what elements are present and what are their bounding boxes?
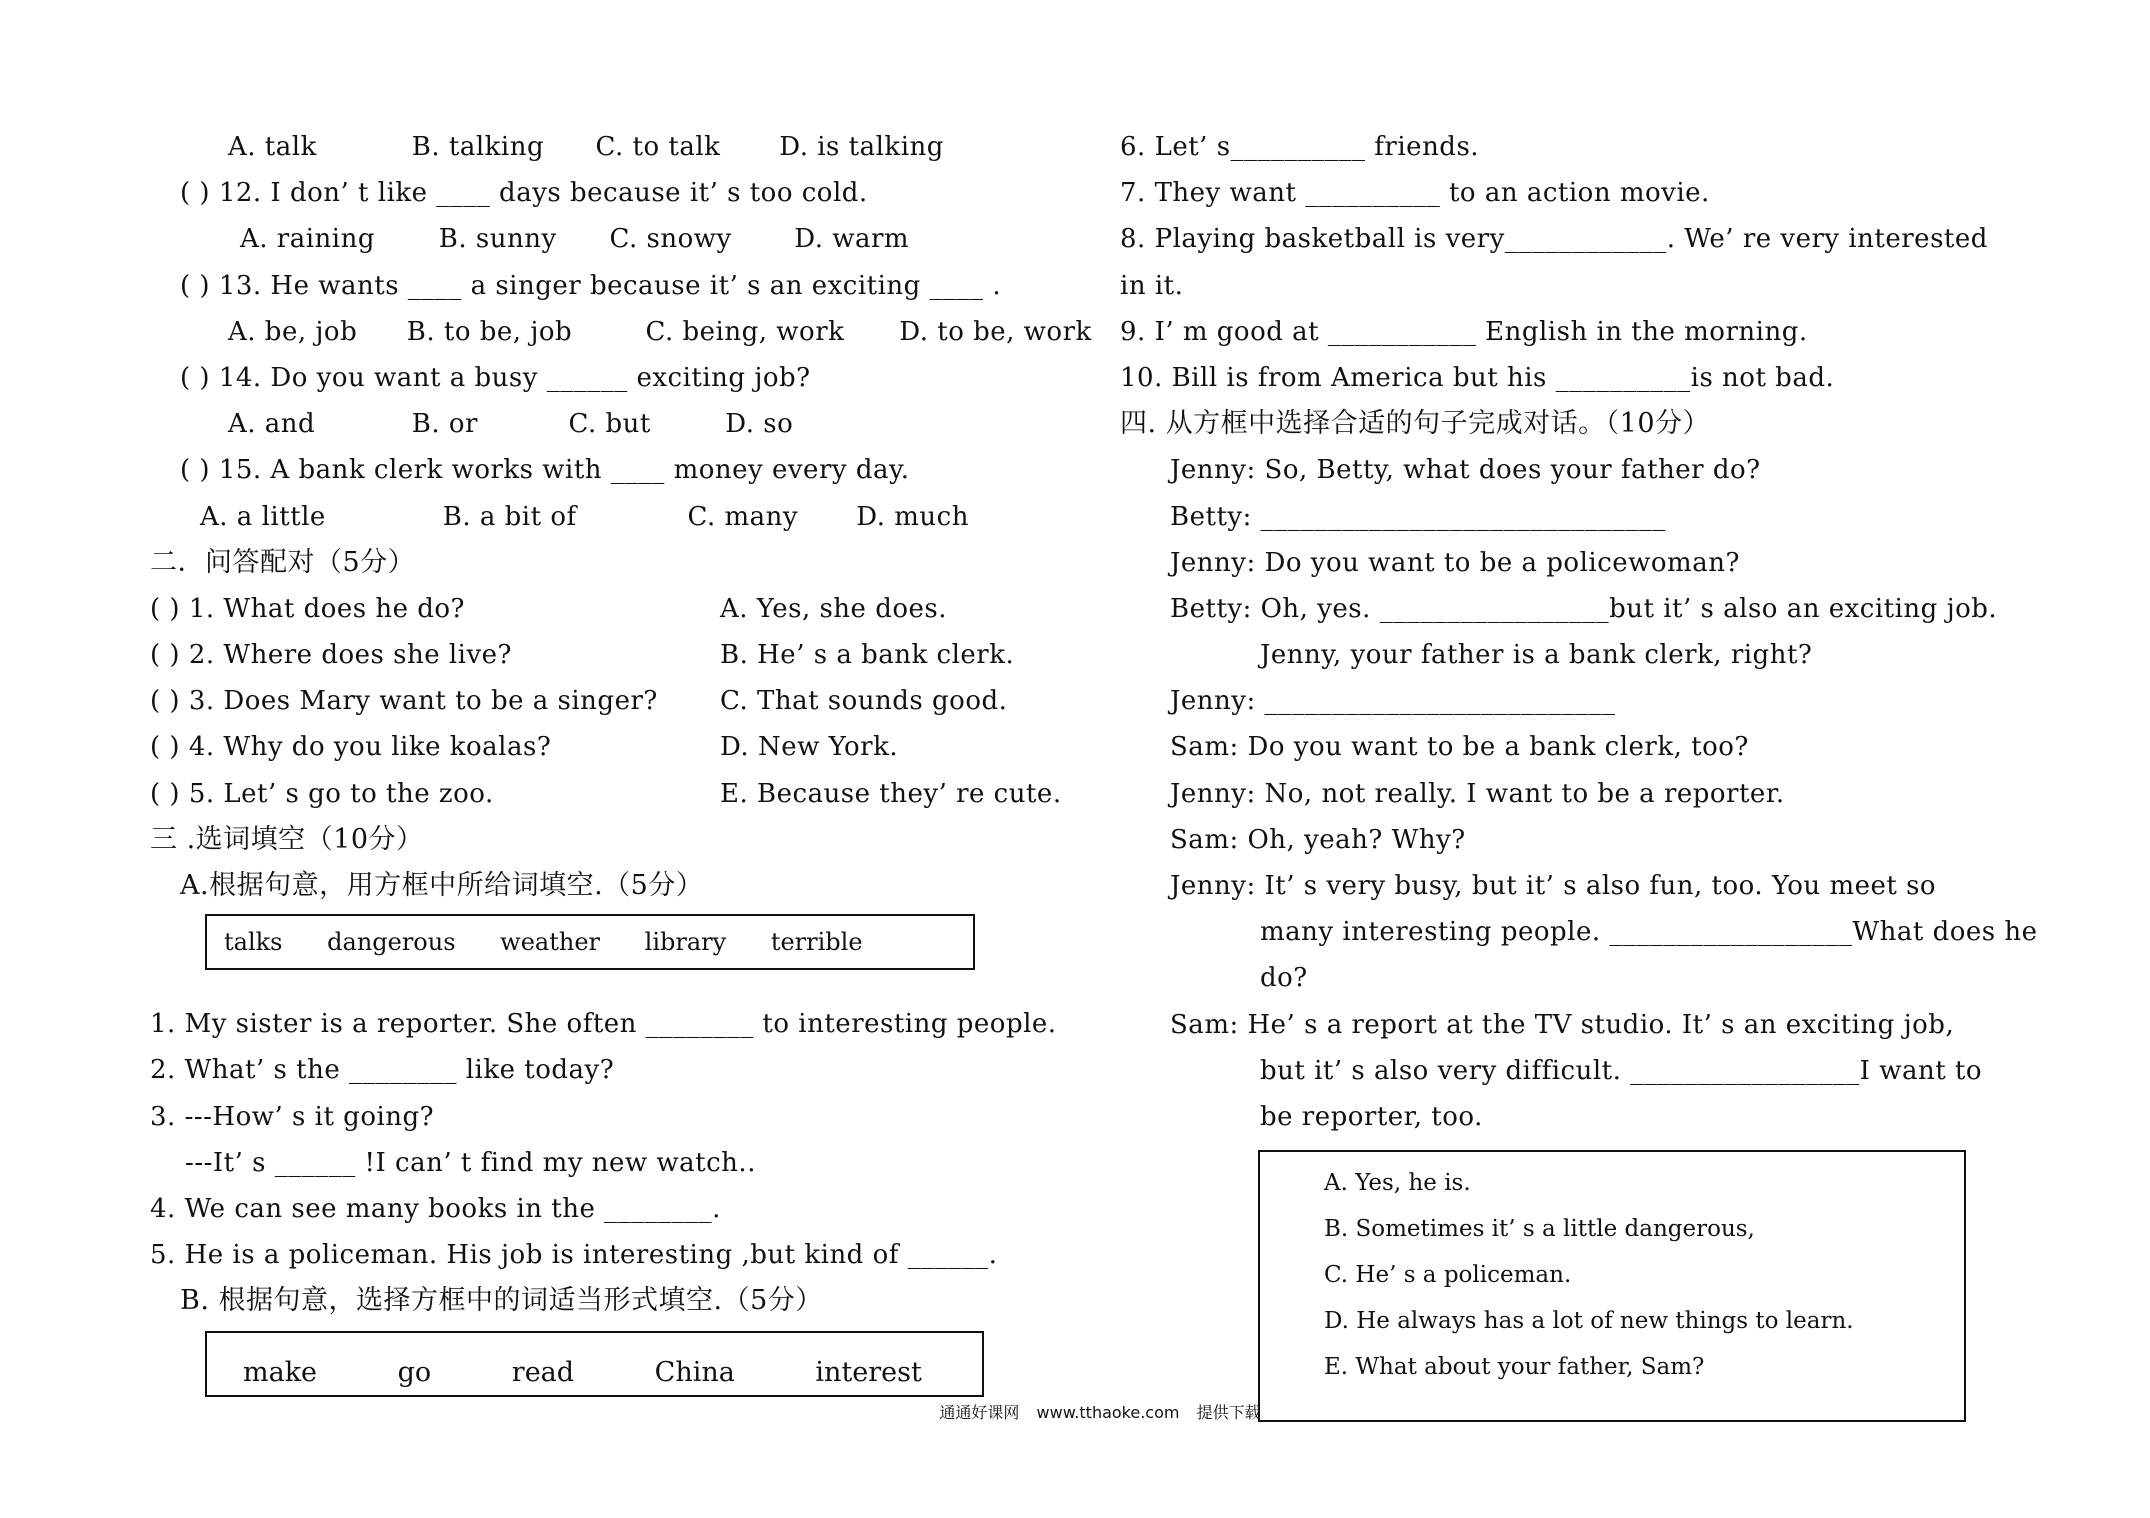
choice-option: D. He always has a lot of new things to learn. <box>1324 1308 1854 1334</box>
q13-options <box>150 309 1090 355</box>
question-12: ( ) 12. I don’ t like ____ days because it’ s too cold. <box>180 178 868 209</box>
fill-a-3: 3. ---How’ s it going? <box>150 1101 435 1132</box>
matching-answer: A. Yes, she does. <box>720 593 947 624</box>
option-b: B. to be, job <box>406 316 573 347</box>
dialogue-line: Jenny, your father is a bank clerk, right? <box>1260 640 1813 671</box>
matching-row <box>150 586 1090 632</box>
matching-row <box>150 632 1090 678</box>
word-box-item: make <box>243 1357 318 1388</box>
footer-note: 提供下载 <box>1196 1403 1261 1422</box>
option-d: D. to be, work <box>899 316 1092 347</box>
choice-option: A. Yes, he is. <box>1324 1170 1471 1196</box>
fill-b-8-cont: in it. <box>1120 270 1184 301</box>
option-d: D. so <box>725 409 794 440</box>
fill-b-8: 8. Playing basketball is very____________. We’ re very interested <box>1120 224 1988 255</box>
word-box-item: terrible <box>770 928 863 956</box>
dialogue-line: but it’ s also very difficult. _________________I want to <box>1260 1055 1983 1086</box>
question-13: ( ) 13. He wants ____ a singer because it’ s an exciting ____ . <box>180 270 1002 301</box>
q14-options <box>150 401 1090 447</box>
matching-row <box>150 678 1090 724</box>
word-box-b <box>205 1331 984 1397</box>
fill-b-10: 10. Bill is from America but his __________is not bad. <box>1120 362 1835 393</box>
matching-row <box>150 724 1090 770</box>
option-c: C. but <box>568 409 651 440</box>
word-box-item: weather <box>500 928 601 956</box>
word-box-item: go <box>397 1357 432 1388</box>
dialogue-line: Jenny: __________________________ <box>1170 686 1616 717</box>
option-b: B. sunny <box>438 224 557 255</box>
footer-url: www.tthaoke.com <box>1036 1403 1180 1422</box>
option-d: D. is talking <box>779 132 944 162</box>
matching-answer: E. Because they’ re cute. <box>720 778 1062 809</box>
dialogue-line: do? <box>1260 963 1308 994</box>
dialogue-line: Sam: Oh, yeah? Why? <box>1170 824 1466 855</box>
part-b-title: B. 根据句意，选择方框中的词适当形式填空.（5分） <box>180 1285 823 1317</box>
dialogue-line: Jenny: So, Betty, what does your father do? <box>1170 455 1761 486</box>
fill-a-5: 5. He is a policeman. His job is interesting ,but kind of ______. <box>150 1240 998 1271</box>
choice-option: B. Sometimes it’ s a little dangerous, <box>1324 1216 1755 1242</box>
dialogue-line: Sam: He’ s a report at the TV studio. It’ s an exciting job, <box>1170 1009 1955 1040</box>
right-column <box>1120 124 2060 1140</box>
dialogue-line: Jenny: It’ s very busy, but it’ s also fun, too. You meet so <box>1170 871 1937 901</box>
option-b: B. talking <box>411 132 545 162</box>
option-d: D. warm <box>794 224 910 255</box>
page-footer <box>930 1400 1270 1423</box>
dialogue-line: Sam: Do you want to be a bank clerk, too? <box>1170 732 1749 763</box>
fill-a-1: 1. My sister is a reporter. She often ________ to interesting people. <box>150 1009 1057 1040</box>
word-box-a <box>205 914 975 970</box>
matching-question: ( ) 4. Why do you like koalas? <box>150 732 552 763</box>
fill-b-6: 6. Let’ s__________ friends. <box>1120 132 1480 162</box>
option-b: B. or <box>411 409 478 440</box>
matching-answer: B. He’ s a bank clerk. <box>720 640 1015 671</box>
word-box-item: talks <box>224 928 283 956</box>
option-c: C. many <box>687 501 799 532</box>
dialogue-line: Jenny: No, not really. I want to be a reporter. <box>1170 778 1785 809</box>
section-4-title: 四. 从方框中选择合适的句子完成对话。（10分） <box>1120 408 1711 440</box>
dialogue-line: many interesting people. __________________What does he <box>1260 917 2038 948</box>
fill-b-7: 7. They want __________ to an action movie. <box>1120 178 1710 209</box>
section-2-title: 二．问答配对（5分） <box>150 546 416 578</box>
matching-question: ( ) 2. Where does she live? <box>150 640 512 671</box>
option-c: C. to talk <box>595 132 721 162</box>
option-a: A. raining <box>240 224 375 255</box>
word-box-item: dangerous <box>327 928 456 956</box>
option-a: A. talk <box>228 132 317 162</box>
matching-answer: C. That sounds good. <box>720 686 1008 717</box>
q15-options <box>150 494 1090 540</box>
word-box-item: library <box>644 928 727 956</box>
dialogue-line: be reporter, too. <box>1260 1101 1483 1132</box>
option-a: A. a little <box>200 501 326 532</box>
q11-options <box>150 124 1090 170</box>
option-c: C. being, work <box>645 316 845 347</box>
question-15: ( ) 15. A bank clerk works with ____ money every day. <box>180 455 910 486</box>
q12-options <box>150 216 1090 262</box>
option-d: D. much <box>856 501 969 532</box>
dialogue-line: Betty: Oh, yes. _________________but it’ s also an exciting job. <box>1170 593 1998 624</box>
option-a: A. be, job <box>228 316 358 347</box>
matching-question: ( ) 5. Let’ s go to the zoo. <box>150 778 494 809</box>
fill-b-9: 9. I’ m good at ___________ English in the morning. <box>1120 316 1808 347</box>
footer-site-name: 通通好课网 <box>939 1403 1020 1422</box>
fill-a-4: 4. We can see many books in the ________. <box>150 1193 721 1224</box>
word-box-item: read <box>511 1357 575 1388</box>
matching-question: ( ) 1. What does he do? <box>150 593 465 624</box>
dialogue-line: Betty: ______________________________ <box>1170 501 1666 532</box>
option-c: C. snowy <box>609 224 732 255</box>
section-3-title: 三 .选词填空（10分） <box>150 823 424 855</box>
part-a-title: A.根据句意，用方框中所给词填空.（5分） <box>180 870 704 901</box>
choice-option: C. He’ s a policeman. <box>1324 1262 1572 1288</box>
option-b: B. a bit of <box>442 501 577 532</box>
fill-a-3-reply: ---It’ s ______ !I can’ t find my new watch.. <box>150 1147 756 1178</box>
fill-a-2: 2. What’ s the ________ like today? <box>150 1055 615 1086</box>
word-box-item: China <box>654 1357 735 1388</box>
dialogue-line: Jenny: Do you want to be a policewoman? <box>1170 547 1740 578</box>
question-14: ( ) 14. Do you want a busy ______ exciting job? <box>180 362 811 393</box>
choice-box <box>1258 1150 1966 1422</box>
option-a: A. and <box>228 409 316 440</box>
left-column <box>150 124 1090 1325</box>
choice-option: E. What about your father, Sam? <box>1324 1354 1705 1380</box>
word-box-item: interest <box>815 1357 922 1388</box>
matching-row <box>150 771 1090 817</box>
matching-question: ( ) 3. Does Mary want to be a singer? <box>150 686 658 717</box>
matching-answer: D. New York. <box>720 732 899 763</box>
